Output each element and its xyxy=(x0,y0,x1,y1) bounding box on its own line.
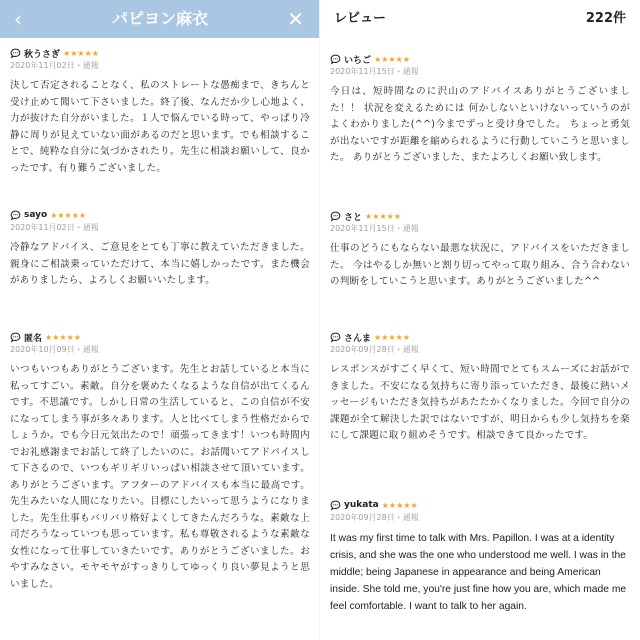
reviewer-name: yukata xyxy=(344,500,379,510)
reviewer-name: さと xyxy=(344,212,363,223)
reviewer-name: 匿名 xyxy=(24,333,43,344)
counselor-header xyxy=(0,0,320,38)
speech-bubble-icon xyxy=(10,332,21,343)
star-rating: ★★★★★ xyxy=(45,332,81,342)
star-rating: ★★★★★ xyxy=(374,332,410,342)
review-date-report[interactable]: 2020年10月09日・通報 xyxy=(10,345,99,354)
speech-bubble-icon xyxy=(10,48,21,59)
reviewer-name: いちご xyxy=(344,55,372,66)
star-rating: ★★★★★ xyxy=(50,210,87,220)
review-date-report[interactable]: 2020年09月28日・通報 xyxy=(330,513,419,522)
review-text: 決して否定されることなく、私のストレートな愚痴まで、きちんと受け止めて聞いて下さいました。終了後、なんだか少し心地よく、力が抜けた自分がいました。１人で悩んでいる時って、やっぱり冷静に周りが見えていない面があるのだと思います。でも相談することで、純粋な自分に気づかされたり。先生に相談お願いして、良かったです。有り難うございました。 xyxy=(10,80,310,174)
reviewer-name: さんま xyxy=(344,333,372,344)
review-count: 222件 xyxy=(585,11,626,26)
review-item xyxy=(330,330,630,445)
review-item xyxy=(10,46,310,177)
review-date-report[interactable]: 2020年11月15日・通報 xyxy=(330,67,419,76)
review-item xyxy=(10,330,310,593)
review-text: 冷静なアドバイス、ご意見をとても丁寧に教えていただきました。 親身にご相談乗っていただけて、本当に嬉しかったです。また機会がありましたら、よろしくお願いいたします。 xyxy=(10,242,310,286)
reviewer-name: 秋うさぎ xyxy=(24,49,61,60)
star-rating: ★★★★★ xyxy=(63,48,99,58)
review-date-report[interactable]: 2020年11月02日・通報 xyxy=(10,223,99,232)
back-chevron-icon[interactable]: ‹ xyxy=(14,7,22,31)
speech-bubble-icon xyxy=(330,332,341,343)
review-text: レスポンスがすごく早くて、短い時間でとてもスムーズにお話ができました。不安になる気持ちに寄り添っていただき、最後に熱いメッセージもいただき気持ちがあたたかくなりました。今回で自分の課題が全て解決した訳ではないですが、明日からも少し気持ちを楽にして課題に取り組めそうです。相談できて良かったです。 xyxy=(330,364,630,441)
reviews-header xyxy=(320,0,640,38)
review-text: 今日は、短時間なのに沢山のアドバイスありがとうございました！！ 状況を変えるためには 何かしないといけないっていうのがよくわかりました(^^)今までずっと受け身でした。 ちょっと勇気が出ないですが距離を縮められるように行動していこうと思いました。 ありがとうございました、またよろしくお願い致します。 xyxy=(330,86,630,163)
review-item xyxy=(330,209,630,291)
star-rating: ★★★★★ xyxy=(365,211,401,221)
review-date-report[interactable]: 2020年11月15日・通報 xyxy=(330,224,419,233)
reviewer-name: sayo xyxy=(24,210,48,220)
speech-bubble-icon xyxy=(330,500,341,511)
review-item xyxy=(330,52,630,167)
speech-bubble-icon xyxy=(330,54,341,65)
review-item xyxy=(10,208,310,290)
review-text: いつもいつもありがとうございます。先生とお話していると本当に私ってすごい。素敵。自分を褒めたくなるような自信が出てくるんです。不思議です。しかし日常の生活していると、この自信が不安になってしまう事が多々あります。人と比べてしまう性格だからでしょうか。でも今日元気出たので！頑張ってきます！いつも時間内でお礼感謝までお話して終了したいのに。お話聞いてアドバイスして下さるので、いつもギリギリいっぱい相談させて頂いています。ありがとうございます。アフターのアドバイスも本当に最高です。先生みたいな人間になりたい。目標にしたいって思うようになりました。先生仕事もバリバリ格好よくしてきたんだろうな。素敵な上司だろうなっていつも思っています。私も尊敬されるような素敵な女性になって仕事していきたいです。ありがとうございました。おやすみなさい。モヤモヤがすっきりしてゆっくり良い夢見ようと思いました。 xyxy=(10,364,310,590)
star-rating: ★★★★★ xyxy=(381,500,418,510)
counselor-name-title: パピヨン麻衣 xyxy=(111,9,208,28)
close-icon[interactable]: ✕ xyxy=(287,7,304,31)
review-date-report[interactable]: 2020年11月02日・通報 xyxy=(10,61,99,70)
speech-bubble-icon xyxy=(330,211,341,222)
review-text: It was my first time to talk with Mrs. Papillon. I was at a identity crisis, and she was the one who understood me well. I was in the middle; being Japanese in appearance and being American inside. She told me, you're just fine how you are, which made me feel comfortable. I want to talk to her again. xyxy=(330,533,627,612)
star-rating: ★★★★★ xyxy=(374,54,410,64)
speech-bubble-icon xyxy=(10,210,21,221)
reviews-title: レビュー xyxy=(334,11,387,26)
review-text: 仕事のどうにもならない最悪な状況に、アドバイスをいただきました。 今はやるしか無いと割り切ってやって取り組み、合う合わないの判断をしていこうと思います。ありがとうございました^^ xyxy=(330,243,630,287)
review-item xyxy=(330,498,630,615)
review-date-report[interactable]: 2020年09月28日・通報 xyxy=(330,345,419,354)
right-review-panel xyxy=(320,0,640,640)
